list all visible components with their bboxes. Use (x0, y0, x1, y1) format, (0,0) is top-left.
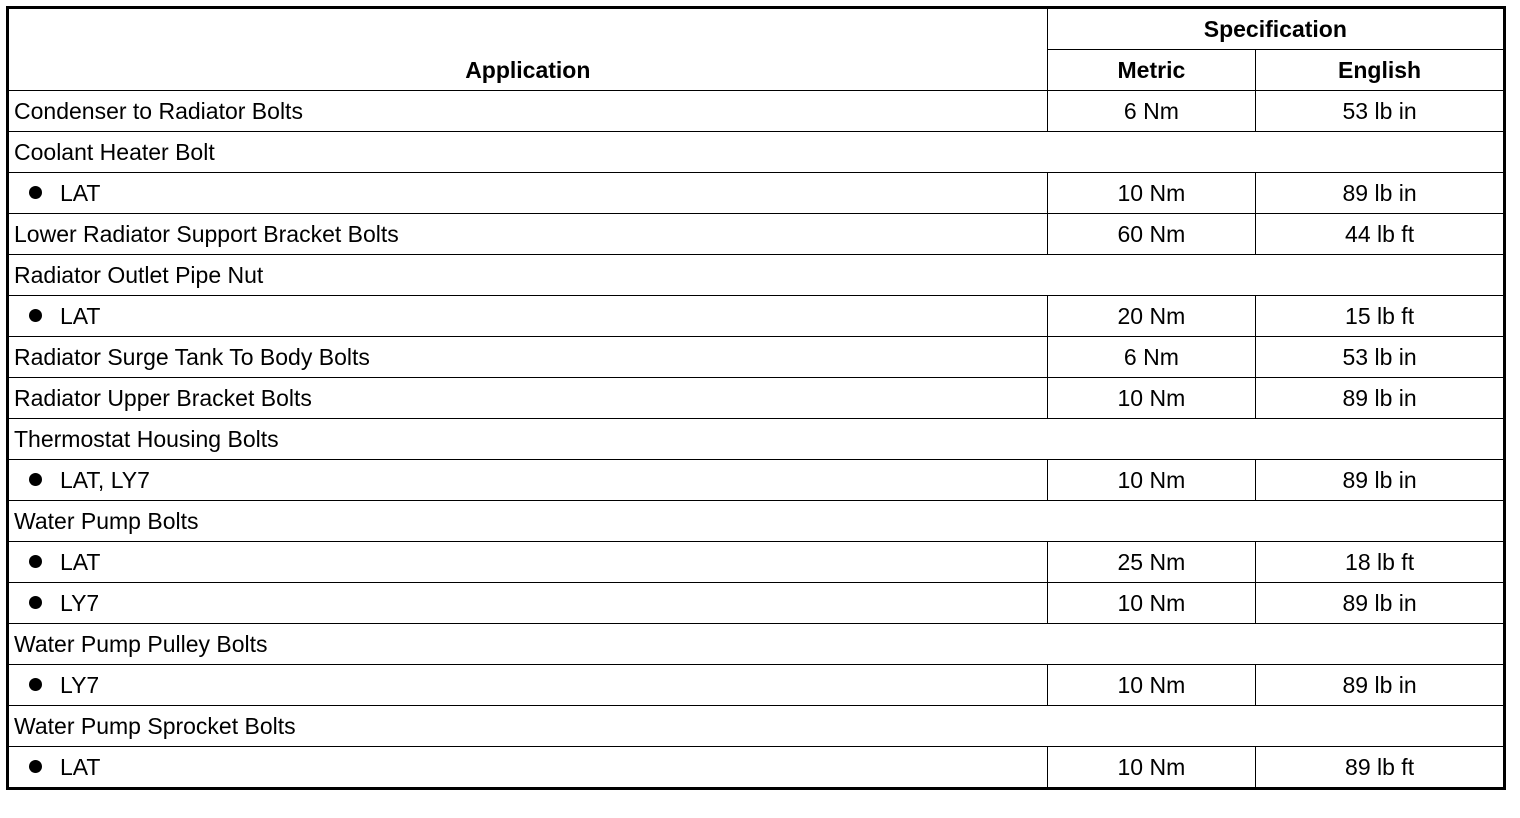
table-group-row (8, 706, 1505, 747)
application-cell (8, 583, 1048, 624)
metric-cell: 10 Nm (1047, 460, 1256, 501)
metric-cell: 25 Nm (1047, 542, 1256, 583)
english-cell: 53 lb in (1256, 337, 1505, 378)
table-row (8, 583, 1505, 624)
group-label: Radiator Outlet Pipe Nut (8, 255, 1505, 296)
group-label: Water Pump Pulley Bolts (8, 624, 1505, 665)
table-row (8, 378, 1505, 419)
application-cell (8, 296, 1048, 337)
table-row (8, 460, 1505, 501)
application-cell (8, 214, 1048, 255)
metric-cell: 10 Nm (1047, 665, 1256, 706)
english-cell: 89 lb in (1256, 665, 1505, 706)
application-cell (8, 665, 1048, 706)
application-label: LAT, LY7 (60, 466, 150, 493)
metric-cell: 6 Nm (1047, 91, 1256, 132)
english-cell: 15 lb ft (1256, 296, 1505, 337)
bullet-icon (29, 678, 42, 691)
metric-cell: 6 Nm (1047, 337, 1256, 378)
table-group-row (8, 132, 1505, 173)
table-group-row (8, 501, 1505, 542)
application-label: LY7 (60, 671, 100, 698)
english-cell: 89 lb in (1256, 378, 1505, 419)
english-cell: 89 lb in (1256, 460, 1505, 501)
metric-cell: 10 Nm (1047, 378, 1256, 419)
english-cell: 89 lb in (1256, 173, 1505, 214)
english-cell: 44 lb ft (1256, 214, 1505, 255)
bullet-icon (29, 555, 42, 568)
table-group-row (8, 624, 1505, 665)
table-row (8, 542, 1505, 583)
metric-cell: 20 Nm (1047, 296, 1256, 337)
table-row (8, 173, 1505, 214)
header-row-top (8, 8, 1505, 50)
application-cell (8, 747, 1048, 789)
english-cell: 53 lb in (1256, 91, 1505, 132)
metric-cell: 60 Nm (1047, 214, 1256, 255)
metric-cell: 10 Nm (1047, 747, 1256, 789)
table-row (8, 747, 1505, 789)
metric-cell: 10 Nm (1047, 583, 1256, 624)
application-label: LAT (60, 302, 101, 329)
table-group-row (8, 255, 1505, 296)
table-group-row (8, 419, 1505, 460)
group-label: Thermostat Housing Bolts (8, 419, 1505, 460)
bullet-icon (29, 473, 42, 486)
table-body (8, 91, 1505, 789)
application-cell (8, 337, 1048, 378)
english-cell: 18 lb ft (1256, 542, 1505, 583)
application-label: LAT (60, 753, 101, 780)
application-cell (8, 173, 1048, 214)
table-row (8, 214, 1505, 255)
application-label: Radiator Upper Bracket Bolts (14, 384, 312, 411)
application-label: LAT (60, 179, 101, 206)
application-label: LAT (60, 548, 101, 575)
application-cell (8, 378, 1048, 419)
torque-spec-table (6, 6, 1506, 790)
application-label: Condenser to Radiator Bolts (14, 97, 303, 124)
specification-header: Specification (1047, 8, 1504, 50)
application-cell (8, 542, 1048, 583)
english-cell: 89 lb in (1256, 583, 1505, 624)
table-row (8, 337, 1505, 378)
application-cell (8, 91, 1048, 132)
group-label: Coolant Heater Bolt (8, 132, 1505, 173)
metric-header: Metric (1047, 50, 1256, 91)
bullet-icon (29, 186, 42, 199)
table-row (8, 91, 1505, 132)
group-label: Water Pump Bolts (8, 501, 1505, 542)
table-row (8, 665, 1505, 706)
bullet-icon (29, 596, 42, 609)
application-label: Radiator Surge Tank To Body Bolts (14, 343, 370, 370)
metric-cell: 10 Nm (1047, 173, 1256, 214)
english-header: English (1256, 50, 1505, 91)
table-row (8, 296, 1505, 337)
bullet-icon (29, 309, 42, 322)
english-cell: 89 lb ft (1256, 747, 1505, 789)
application-header: Application (8, 8, 1048, 91)
bullet-icon (29, 760, 42, 773)
application-cell (8, 460, 1048, 501)
application-label: LY7 (60, 589, 100, 616)
application-label: Lower Radiator Support Bracket Bolts (14, 220, 399, 247)
group-label: Water Pump Sprocket Bolts (8, 706, 1505, 747)
